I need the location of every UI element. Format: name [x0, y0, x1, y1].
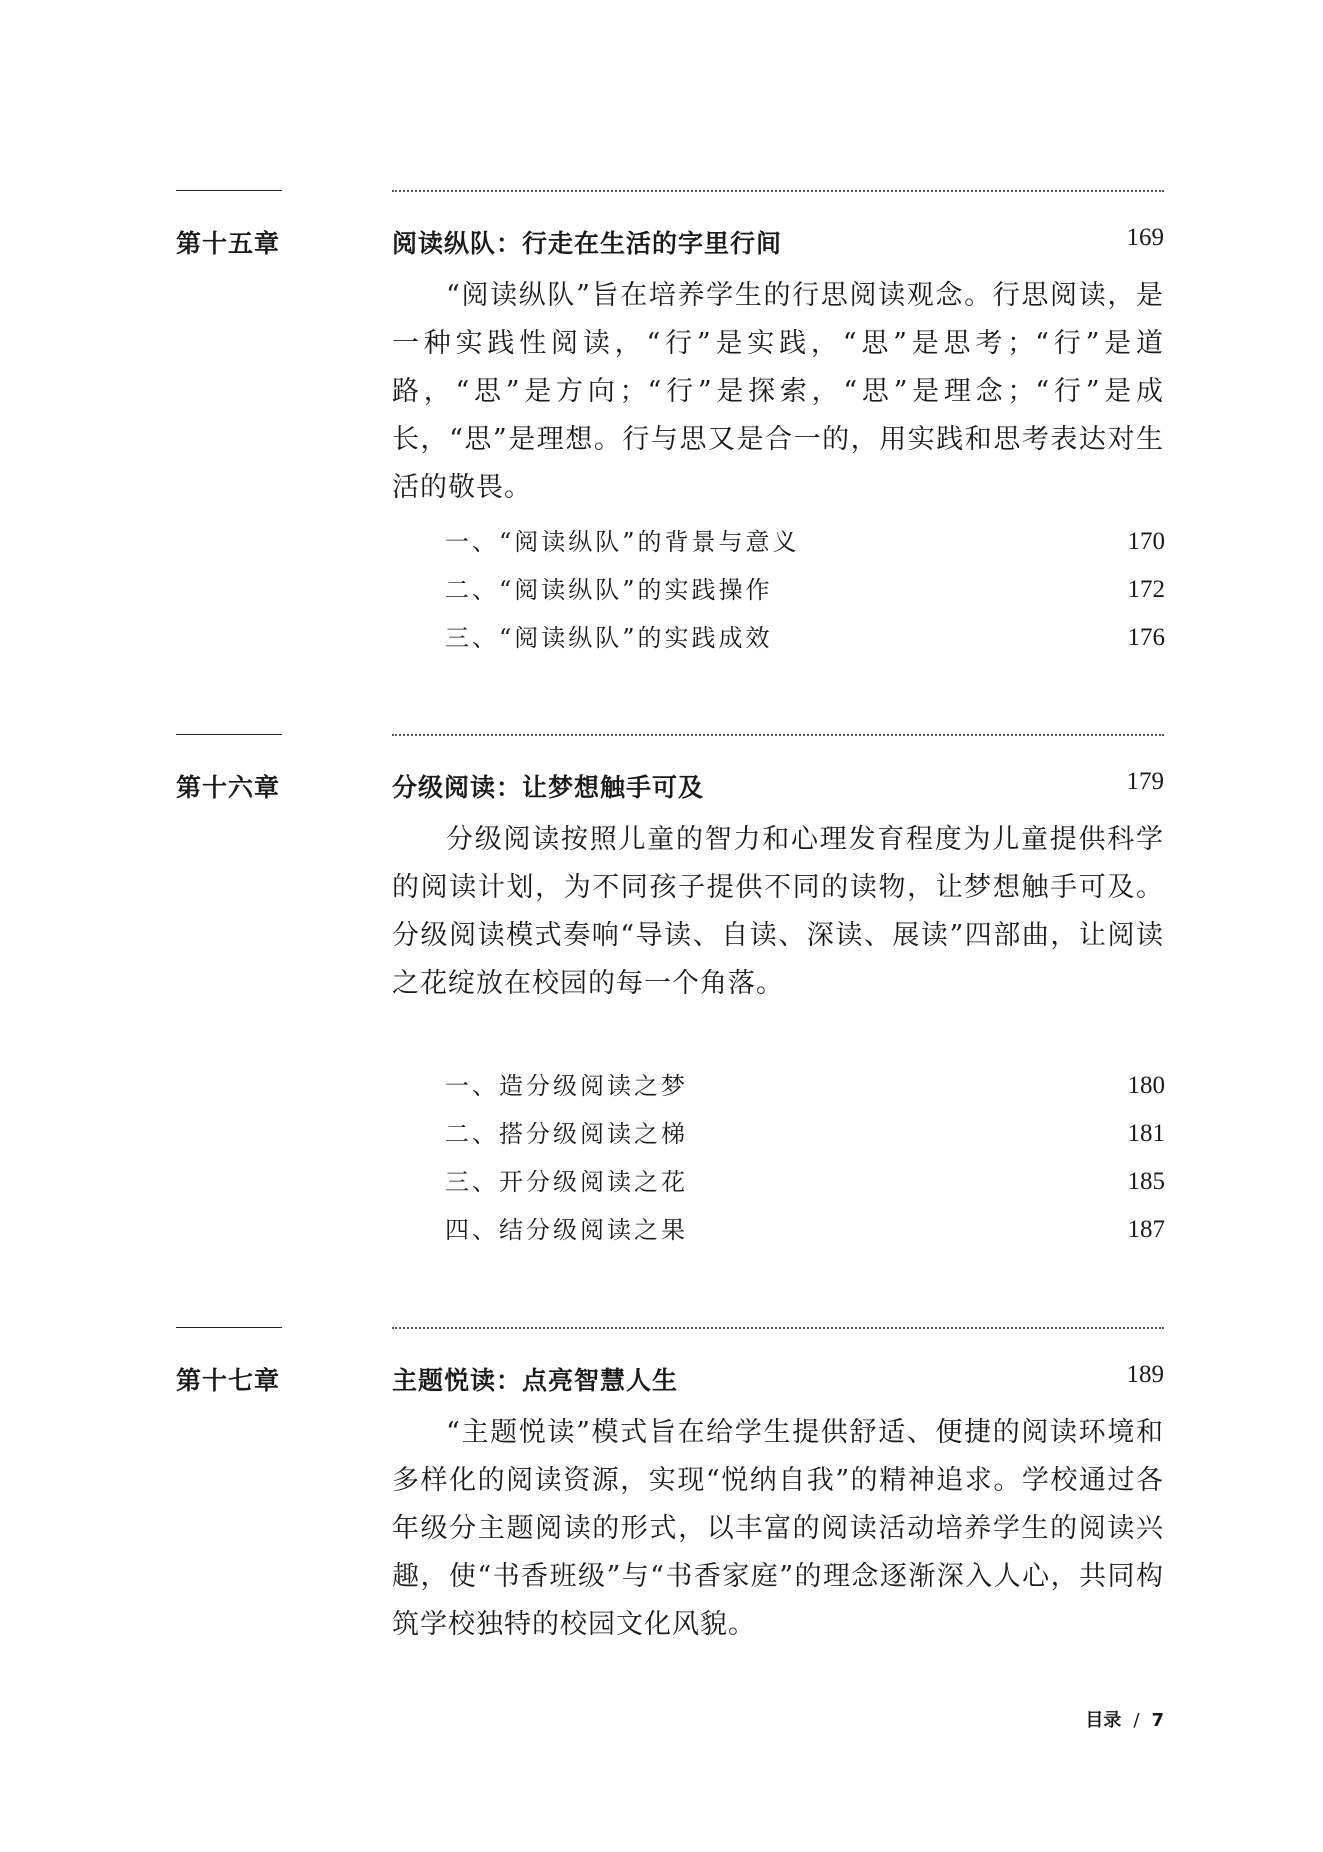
toc-entry-page: 170: [1127, 528, 1165, 555]
toc-entry[interactable]: [445, 1062, 1165, 1110]
chapter-title[interactable]: 阅读纵队：行走在生活的字里行间: [392, 229, 783, 258]
toc-entry-page: 185: [1127, 1168, 1165, 1195]
chapter-description: 分级阅读按照儿童的智力和心理发育程度为儿童提供科学的阅读计划，为不同孩子提供不同的读物，让梦想触手可及。分级阅读模式奏响“导读、自读、深读、展读”四部曲，让阅读之花绽放在校园的每一个角落。: [392, 824, 1164, 999]
footer-page-number: 7: [1151, 1710, 1164, 1731]
toc-entry[interactable]: [445, 1110, 1165, 1158]
toc-entry-label: 一、“阅读纵队”的背景与意义: [445, 528, 800, 556]
toc-entry[interactable]: [445, 518, 1165, 566]
chapter-page-number[interactable]: 169: [1126, 224, 1164, 251]
toc-entry-page: 187: [1127, 1216, 1165, 1243]
chapter-rule-dotted: [392, 734, 1164, 736]
footer-section-label: 目录: [1085, 1710, 1122, 1731]
chapter-page-number[interactable]: 179: [1126, 768, 1164, 795]
chapter-title[interactable]: 主题悦读：点亮智慧人生: [392, 1366, 679, 1395]
toc-entry-label: 二、“阅读纵队”的实践操作: [445, 576, 773, 604]
toc-entry-label: 四、结分级阅读之果: [445, 1216, 688, 1244]
chapter-description: “阅读纵队”旨在培养学生的行思阅读观念。行思阅读，是一种实践性阅读，“行”是实践，“思”是思考；“行”是道路，“思”是方向；“行”是探索，“思”是理念；“行”是成长，“思”是理想。行与思又是合一的，用实践和思考表达对生活的敬畏。: [392, 280, 1164, 503]
toc-entry-page: 181: [1127, 1120, 1165, 1147]
section-list: [445, 518, 1165, 662]
toc-entry[interactable]: [445, 1206, 1165, 1254]
toc-entry-page: 176: [1127, 624, 1165, 651]
toc-entry-label: 一、造分级阅读之梦: [445, 1072, 688, 1100]
chapter-rule-dotted: [392, 190, 1164, 192]
page-footer: [1085, 1706, 1164, 1732]
chapter-label: 第十五章: [176, 229, 281, 258]
footer-separator: /: [1133, 1710, 1140, 1731]
toc-entry[interactable]: [445, 1158, 1165, 1206]
toc-entry-label: 三、开分级阅读之花: [445, 1168, 688, 1196]
chapter-rule-short: [176, 734, 282, 735]
chapter-description: “主题悦读”模式旨在给学生提供舒适、便捷的阅读环境和多样化的阅读资源，实现“悦纳自我”的精神追求。学校通过各年级分主题阅读的形式，以丰富的阅读活动培养学生的阅读兴趣，使“书香班级”与“书香家庭”的理念逐渐深入人心，共同构筑学校独特的校园文化风貌。: [392, 1417, 1164, 1640]
toc-entry[interactable]: [445, 614, 1165, 662]
toc-entry-page: 180: [1127, 1072, 1165, 1099]
toc-entry-page: 172: [1127, 576, 1165, 603]
chapter-label: 第十七章: [176, 1366, 281, 1395]
toc-entry-label: 三、“阅读纵队”的实践成效: [445, 624, 773, 652]
toc-entry-label: 二、搭分级阅读之梯: [445, 1120, 688, 1148]
chapter-label: 第十六章: [176, 773, 281, 802]
chapter-rule-dotted: [392, 1327, 1164, 1329]
chapter-rule-short: [176, 1327, 282, 1328]
chapter-page-number[interactable]: 189: [1126, 1361, 1164, 1388]
section-list: [445, 1062, 1165, 1254]
chapter-title[interactable]: 分级阅读：让梦想触手可及: [392, 773, 705, 802]
chapter-rule-short: [176, 190, 282, 191]
toc-entry[interactable]: [445, 566, 1165, 614]
